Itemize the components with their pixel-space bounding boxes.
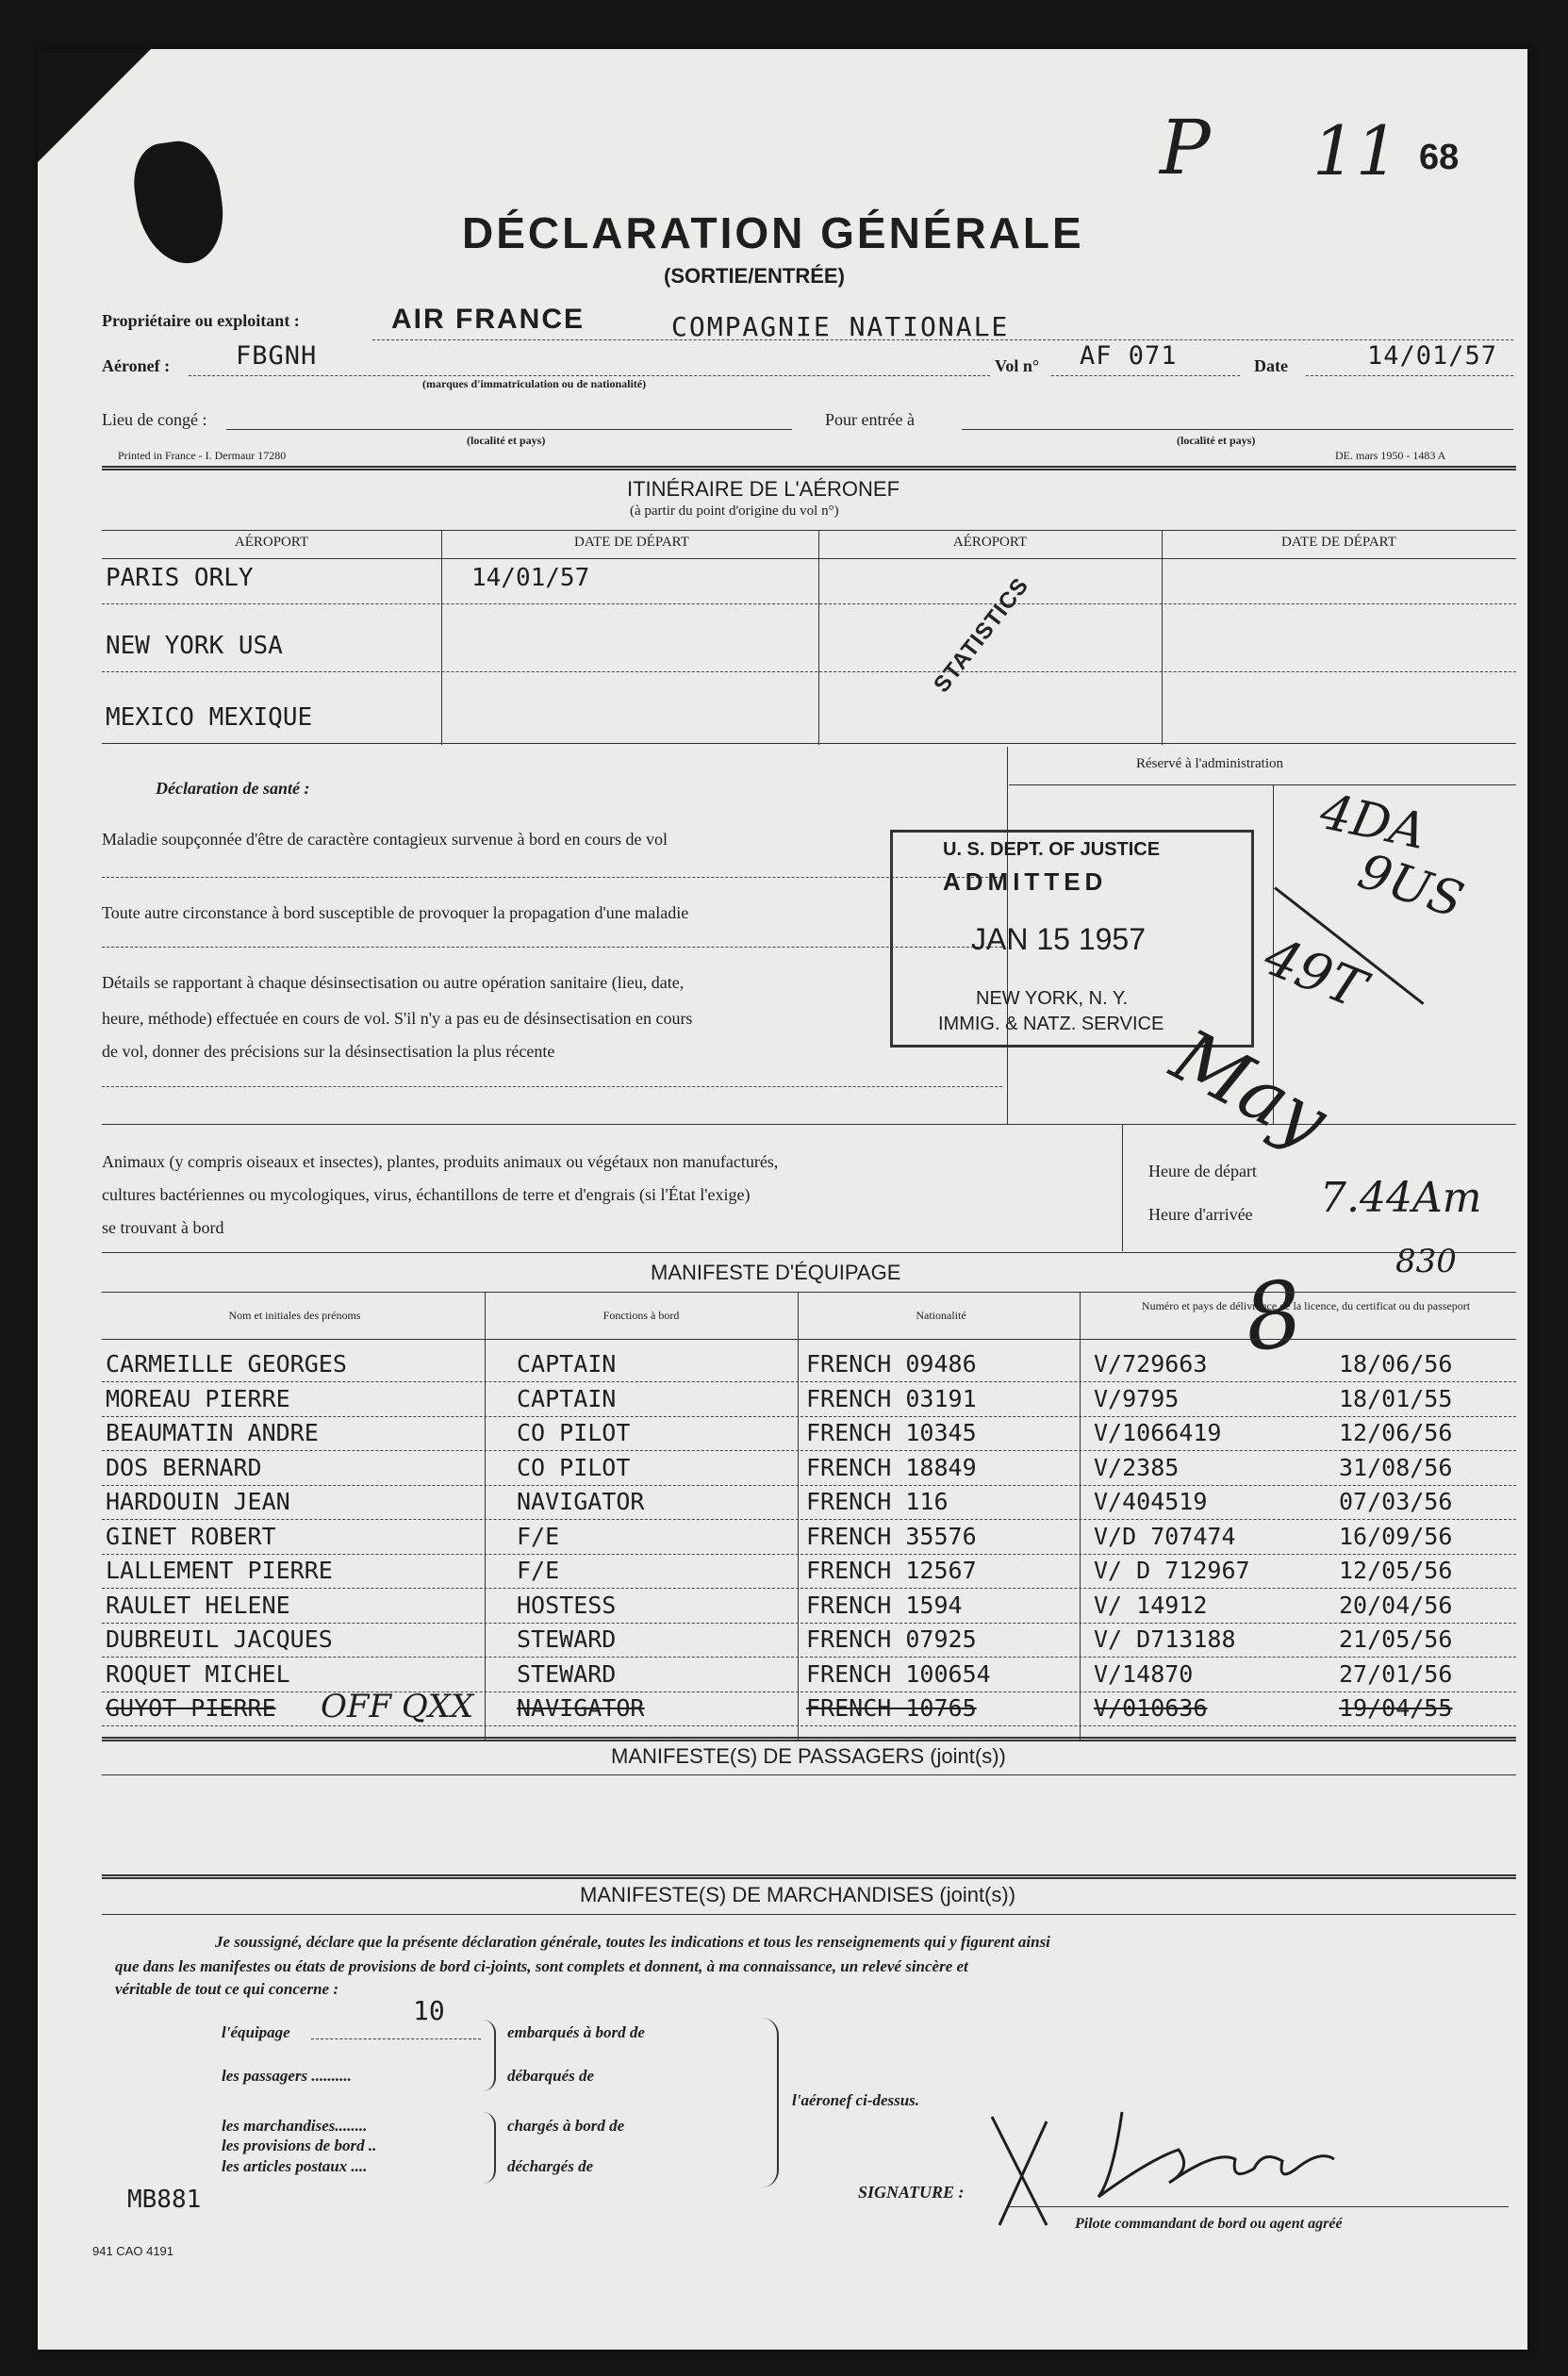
footer-form: 941 CAO 4191 (92, 2244, 174, 2258)
crew-document: V/404519 (1094, 1488, 1208, 1515)
crew-nationality: FRENCH 116 (806, 1488, 949, 1515)
clearance-line (226, 429, 792, 430)
crew-row-line (102, 1485, 1516, 1486)
crew-function: STEWARD (517, 1659, 617, 1688)
crew-nationality: FRENCH 07925 (806, 1625, 977, 1653)
itinerary-subtitle: (à partir du point d'origine du vol n°) (630, 503, 839, 519)
crew-document: V/ D713188 (1094, 1625, 1236, 1653)
crew-row-line (102, 1519, 1516, 1520)
passengers-title: MANIFESTE(S) DE PASSAGERS (joint(s)) (611, 1744, 1006, 1768)
animals-col-sep (1122, 1124, 1123, 1251)
printer-left: Printed in France - I. Dermaur 17280 (118, 449, 287, 462)
crew-doc-date: 19/04/55 (1339, 1694, 1453, 1722)
crew-row-line (102, 1657, 1516, 1658)
departure-time-label: Heure de départ (1148, 1162, 1257, 1180)
top-rule (102, 466, 1516, 470)
crew-name: HARDOUIN JEAN (106, 1488, 290, 1515)
date-line (1306, 375, 1513, 376)
crew-nationality: FRENCH 12567 (806, 1557, 977, 1584)
aircraft-label: Aéronef : (102, 356, 171, 375)
crew-name: DUBREUIL JACQUES (106, 1625, 333, 1653)
entry-line (962, 429, 1513, 430)
owner-line (372, 339, 1513, 340)
crew-function: F/E (517, 1557, 560, 1584)
itinerary-date-1: 14/01/57 (471, 564, 590, 592)
crew-name: LALLEMENT PIERRE (106, 1557, 333, 1584)
signature-line (1009, 2206, 1509, 2207)
crew-name: CARMEILLE GEORGES (106, 1350, 347, 1378)
handwritten-note-f: 8 (1237, 1260, 1310, 1373)
cargo-line (102, 1914, 1516, 1915)
stamp-line-1: U. S. DEPT. OF JUSTICE (943, 839, 1161, 860)
passengers-line (102, 1774, 1516, 1775)
crew-doc-date: 27/01/56 (1339, 1659, 1453, 1688)
crew-nationality: FRENCH 10345 (806, 1419, 977, 1446)
itinerary-bottom-line (102, 743, 1516, 744)
itinerary-col-sep-2 (818, 530, 819, 745)
flight-line (1051, 375, 1240, 376)
crew-nationality: FRENCH 35576 (806, 1522, 977, 1550)
crew-document: V/010636 (1094, 1694, 1208, 1722)
crew-col-sep-1 (485, 1292, 486, 1740)
crew-header-line (102, 1339, 1516, 1340)
arrival-time-label: Heure d'arrivée (1148, 1205, 1253, 1224)
declaration-l3: véritable de tout ce qui concerne : (115, 1980, 339, 1998)
passengers-count-label: les passagers .......... (222, 2067, 352, 2085)
flight-label: Vol n° (995, 356, 1040, 375)
health-title: Déclaration de santé : (156, 779, 310, 798)
health-q1: Maladie soupçonnée d'être de caractère contagieux survenue à bord en cours de vol (102, 830, 668, 849)
handwritten-note-b: 9US (1351, 843, 1471, 930)
declaration-l2: que dans les manifestes ou états de provisions de bord ci-joints, sont complets et donnent, à ma connaissance, un relevé sincère et (115, 1957, 968, 1975)
crew-bottom-rule (102, 1737, 1516, 1741)
aircraft-above-label: l'aéronef ci-dessus. (792, 2091, 920, 2109)
clearance-label: Lieu de congé : (102, 410, 207, 429)
stamp-line-5: IMMIG. & NATZ. SERVICE (938, 1014, 1164, 1034)
entry-label: Pour entrée à (825, 410, 915, 429)
crew-row-line (102, 1381, 1516, 1382)
crew-function: HOSTESS (517, 1591, 617, 1619)
sheet-number: 68 (1419, 138, 1460, 177)
crew-function: CAPTAIN (517, 1350, 617, 1378)
itinerary-top-line (102, 530, 1516, 531)
animals-l1: Animaux (y compris oiseaux et insectes), plantes, produits animaux ou végétaux non manufacturés, (102, 1152, 779, 1171)
brace-big (762, 2018, 779, 2187)
crew-doc-date: 07/03/56 (1339, 1488, 1453, 1515)
crew-doc-date: 16/09/56 (1339, 1522, 1453, 1550)
health-q3a: Détails se rapportant à chaque désinsectisation ou autre opération sanitaire (lieu, date, (102, 973, 685, 992)
loaded-label: chargés à bord de (507, 2117, 625, 2135)
itinerary-row-line-2 (102, 671, 1516, 672)
disembarked-label: débarqués de (507, 2067, 595, 2085)
page-ref-number: 11 (1312, 111, 1399, 190)
page-fold-corner (38, 49, 151, 162)
signature-label: SIGNATURE : (858, 2183, 965, 2202)
crew-document: V/D 707474 (1094, 1522, 1236, 1550)
clearance-sub: (localité et pays) (467, 434, 546, 447)
crew-nationality: FRENCH 03191 (806, 1384, 977, 1412)
health-q1-line (102, 877, 1002, 878)
unloaded-label: déchargés de (507, 2157, 594, 2175)
crew-header-name: Nom et initiales des prénoms (228, 1309, 361, 1322)
health-q2-line (102, 947, 1002, 948)
animals-l2: cultures bactériennes ou mycologiques, virus, échantillons de terre et d'engrais (si l'État l'exige) (102, 1185, 751, 1204)
crew-row-line (102, 1725, 1516, 1726)
health-q3b: heure, méthode) effectuée en cours de vol. S'il n'y a pas eu de désinsectisation en cours (102, 1009, 693, 1028)
handwritten-note-d: May (1158, 1014, 1341, 1164)
crew-count-value: 10 (413, 1995, 445, 2026)
date-value: 14/01/57 (1367, 341, 1498, 371)
crew-name: ROQUET MICHEL (106, 1659, 290, 1688)
crew-name: DOS BERNARD (106, 1453, 262, 1481)
crew-function: NAVIGATOR (517, 1488, 645, 1515)
itinerary-title: ITINÉRAIRE DE L'AÉRONEF (627, 477, 900, 501)
crew-nationality: FRENCH 10765 (806, 1694, 977, 1722)
crew-name: RAULET HELENE (106, 1591, 290, 1619)
crew-document: V/9795 (1094, 1384, 1180, 1412)
goods-label: les marchandises........ (222, 2117, 368, 2135)
crew-header-nationality: Nationalité (916, 1309, 966, 1322)
health-q2: Toute autre circonstance à bord susceptible de provoquer la propagation d'une maladie (102, 903, 689, 922)
date-label: Date (1254, 356, 1288, 375)
flight-number: AF 071 (1080, 341, 1178, 371)
entry-sub: (localité et pays) (1177, 434, 1256, 447)
itinerary-airport-1: PARIS ORLY (106, 564, 254, 592)
crew-nationality: FRENCH 1594 (806, 1591, 963, 1619)
crew-struck-note: OFF QXX (321, 1688, 474, 1725)
admin-label: Réservé à l'administration (1136, 756, 1283, 771)
crew-row-line (102, 1416, 1516, 1417)
crew-doc-date: 21/05/56 (1339, 1625, 1453, 1653)
owner-value-2: COMPAGNIE NATIONALE (671, 311, 1010, 342)
owner-label: Propriétaire ou exploitant : (102, 311, 300, 330)
crew-function: CO PILOT (517, 1453, 631, 1481)
crew-doc-date: 12/06/56 (1339, 1419, 1453, 1446)
itinerary-col-sep-3 (1162, 530, 1163, 745)
declaration-l1: Je soussigné, déclare que la présente déclaration générale, toutes les indications et tous les renseignements qui y figurent ainsi (215, 1933, 1050, 1951)
admin-line (1009, 784, 1516, 785)
crew-nationality: FRENCH 100654 (806, 1659, 991, 1688)
crew-nationality: FRENCH 18849 (806, 1453, 977, 1481)
form-subtitle: (SORTIE/ENTRÉE) (664, 264, 845, 288)
crew-nationality: FRENCH 09486 (806, 1350, 977, 1378)
signer-role: Pilote commandant de bord ou agent agréé (1075, 2216, 1343, 2232)
crew-top-line (102, 1292, 1516, 1293)
crew-name: BEAUMATIN ANDRE (106, 1419, 319, 1446)
crew-count-line (311, 2038, 481, 2039)
crew-header-document: Numéro et pays de délivrance de la licence, du certificat ou du passeport (1141, 1299, 1471, 1312)
crew-doc-date: 12/05/56 (1339, 1557, 1453, 1584)
crew-name: GINET ROBERT (106, 1522, 276, 1550)
brace-1 (481, 2020, 496, 2091)
crew-doc-date: 31/08/56 (1339, 1453, 1453, 1481)
itinerary-header-airport-2: AÉROPORT (952, 535, 1028, 550)
footer-code: MB881 (127, 2186, 202, 2214)
printer-right: DE. mars 1950 - 1483 A (1335, 449, 1446, 462)
arrival-time-value: 7.44Am (1320, 1174, 1482, 1222)
crew-function: F/E (517, 1522, 560, 1550)
aircraft-registration: FBGNH (236, 341, 318, 371)
page-ref-mark: P (1160, 104, 1211, 191)
itinerary-col-sep-1 (441, 530, 442, 745)
crew-doc-date: 18/01/55 (1339, 1384, 1453, 1412)
itinerary-header-date-1: DATE DE DÉPART (574, 535, 689, 550)
crew-doc-date: 18/06/56 (1339, 1350, 1453, 1378)
animals-bottom-line (102, 1252, 1516, 1253)
crew-document: V/1066419 (1094, 1419, 1222, 1446)
health-q3-line (102, 1086, 1002, 1087)
crew-function: NAVIGATOR (517, 1694, 645, 1722)
itinerary-airport-3: MEXICO MEXIQUE (106, 703, 313, 732)
crew-title: MANIFESTE D'ÉQUIPAGE (651, 1261, 901, 1284)
aircraft-line (189, 375, 990, 376)
crew-function: CAPTAIN (517, 1384, 617, 1412)
signature (981, 2093, 1377, 2235)
embarked-label: embarqués à bord de (507, 2023, 645, 2041)
brace-2 (481, 2112, 496, 2184)
stamp-line-4: NEW YORK, N. Y. (976, 988, 1129, 1009)
crew-count-label: l'équipage (222, 2023, 290, 2041)
crew-doc-date: 20/04/56 (1339, 1591, 1453, 1619)
animals-l3: se trouvant à bord (102, 1218, 224, 1237)
cargo-top-rule (102, 1874, 1516, 1879)
postal-label: les articles postaux .... (222, 2157, 368, 2175)
crew-header-function: Fonctions à bord (602, 1309, 680, 1322)
itinerary-row-line-1 (102, 603, 1516, 604)
crew-row-line (102, 1691, 1516, 1692)
itinerary-header-airport-1: AÉROPORT (234, 535, 309, 550)
handwritten-note-c: 49T (1255, 926, 1374, 1021)
form-title: DÉCLARATION GÉNÉRALE (462, 208, 1084, 257)
provisions-label: les provisions de bord .. (222, 2137, 377, 2154)
crew-document: V/14870 (1094, 1659, 1194, 1688)
statistics-stamp: STATISTICS (929, 572, 1034, 698)
aircraft-note: (marques d'immatriculation ou de nationalité) (422, 377, 647, 390)
crew-document: V/729663 (1094, 1350, 1208, 1378)
handwritten-note-e: 830 (1395, 1243, 1457, 1280)
crew-row-line (102, 1450, 1516, 1451)
crew-document: V/2385 (1094, 1453, 1180, 1481)
itinerary-header-date-2: DATE DE DÉPART (1281, 535, 1396, 550)
crew-document: V/ 14912 (1094, 1591, 1208, 1619)
crew-function: CO PILOT (517, 1419, 631, 1446)
itinerary-header-line (102, 558, 1516, 559)
crew-col-sep-2 (798, 1292, 799, 1740)
crew-row-line (102, 1588, 1516, 1589)
crew-col-sep-3 (1080, 1292, 1081, 1740)
owner-value: AIR FRANCE (391, 304, 585, 335)
crew-document: V/ D 712967 (1094, 1557, 1250, 1584)
crew-name: MOREAU PIERRE (106, 1384, 290, 1412)
crew-row-line (102, 1623, 1516, 1624)
stamp-date: JAN 15 1957 (971, 922, 1147, 956)
health-q3c: de vol, donner des précisions sur la désinsectisation la plus récente (102, 1042, 555, 1061)
stamp-line-2: ADMITTED (943, 867, 1108, 896)
crew-row-line (102, 1554, 1516, 1555)
itinerary-airport-2: NEW YORK USA (106, 632, 283, 660)
crew-function: STEWARD (517, 1625, 617, 1653)
handwritten-note-a: 4DA (1314, 783, 1431, 862)
crew-name: GUYOT PIERRE (106, 1694, 276, 1722)
cargo-title: MANIFESTE(S) DE MARCHANDISES (joint(s)) (580, 1883, 1016, 1906)
